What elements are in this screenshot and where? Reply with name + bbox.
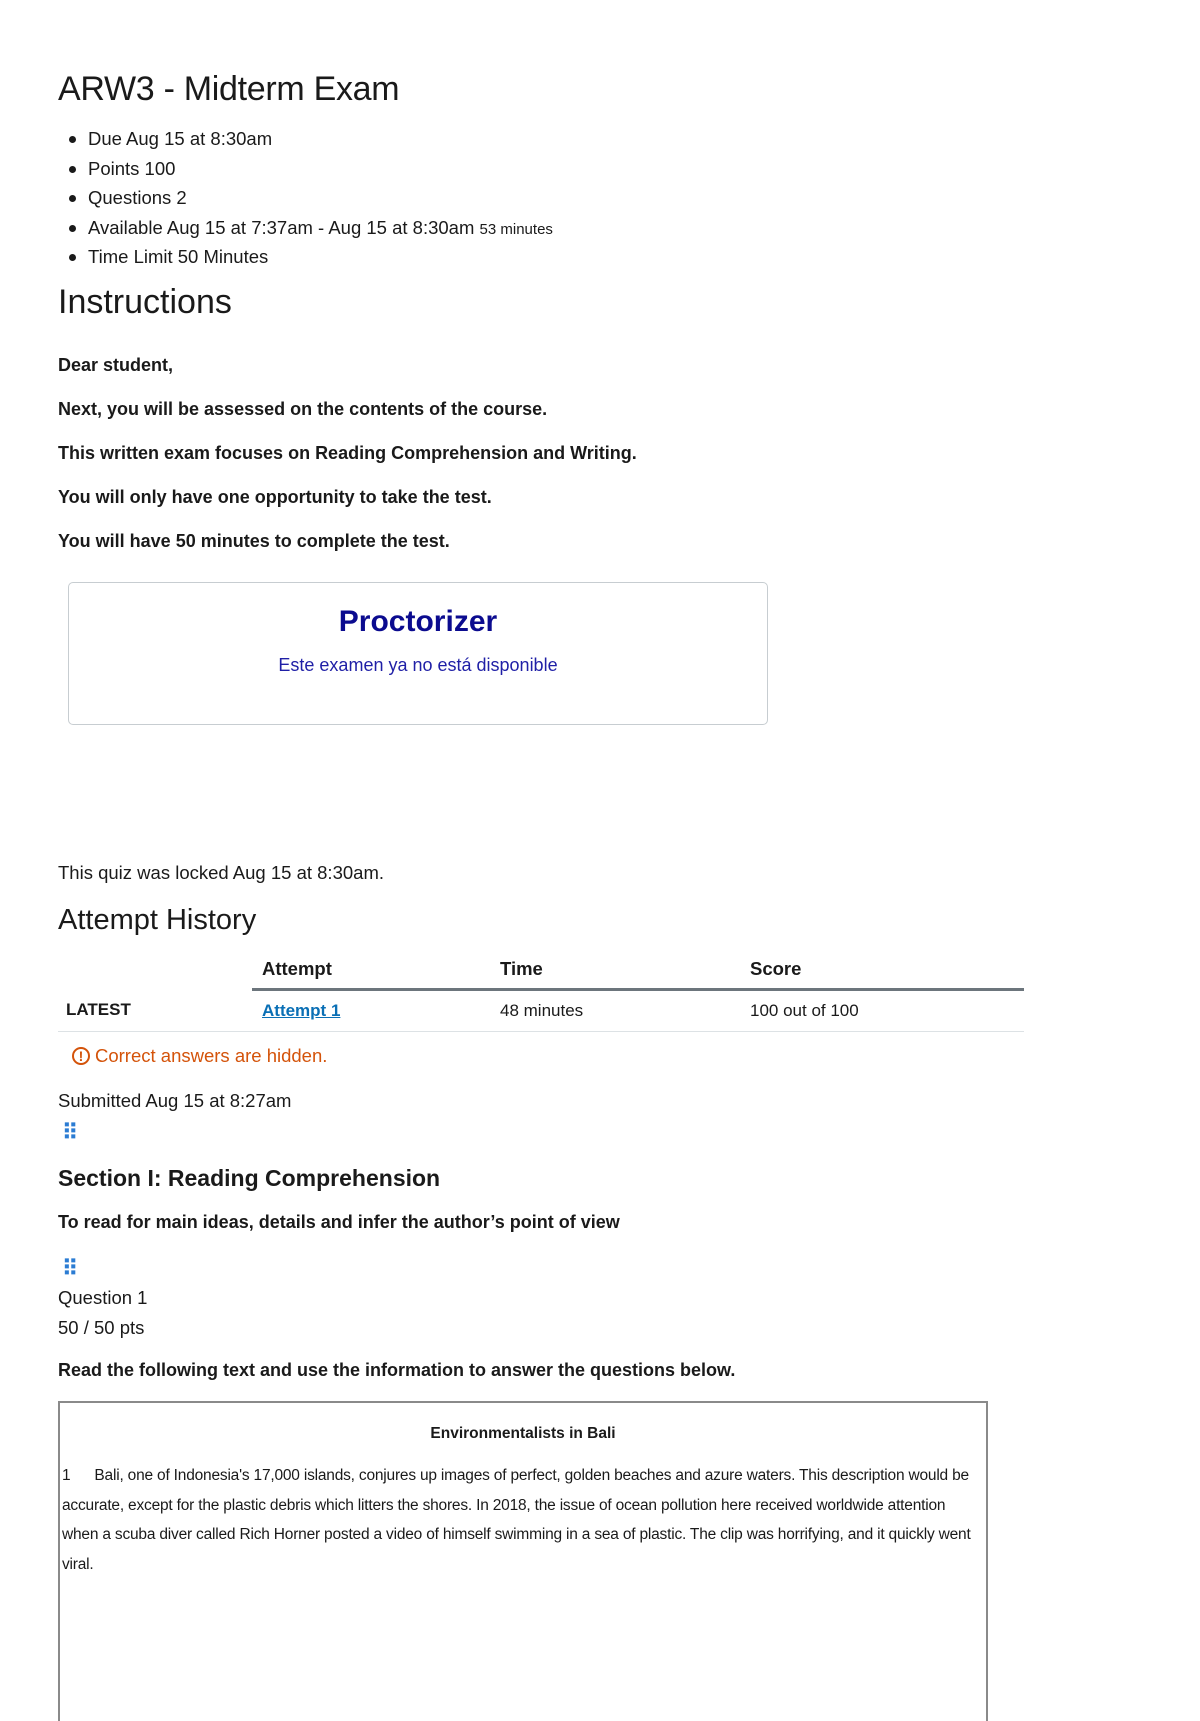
drag-handle-icon[interactable]: ⠿ (62, 1120, 77, 1145)
column-header-label (58, 950, 252, 990)
meta-questions-text: Questions 2 (88, 187, 187, 208)
reading-passage (58, 1401, 988, 1721)
question-name: Question 1 (58, 1287, 148, 1308)
table-header-row (58, 950, 1024, 990)
paragraph-number: 1 (62, 1467, 71, 1484)
quiz-meta-list (58, 124, 553, 272)
proctorizer-box (68, 582, 768, 725)
answers-hidden-notice (72, 1045, 327, 1067)
meta-questions (58, 183, 553, 213)
section-title: Section I: Reading Comprehension (58, 1165, 441, 1191)
attempt-link[interactable]: Attempt 1 (262, 1001, 341, 1020)
column-header-score: Score (740, 950, 1024, 990)
meta-due (58, 124, 553, 154)
attempt-score: 100 out of 100 (740, 990, 1024, 1032)
attempt-latest-label: LATEST (58, 990, 252, 1032)
attempt-cell (252, 990, 490, 1032)
meta-due-text: Due Aug 15 at 8:30am (88, 128, 273, 149)
attempt-history-heading: Attempt History (58, 904, 257, 936)
meta-available-duration: 53 minutes (479, 220, 553, 238)
column-header-attempt: Attempt (252, 950, 490, 990)
meta-available (58, 213, 553, 243)
column-header-time: Time (490, 950, 740, 990)
proctorizer-message: Este examen ya no está disponible (278, 655, 558, 675)
page-title: ARW3 - Midterm Exam (58, 70, 400, 108)
section-objective: To read for main ideas, details and infer the author’s point of view (58, 1212, 620, 1232)
quiz-locked-notice: This quiz was locked Aug 15 at 8:30am. (58, 862, 384, 883)
instruction-line: You will only have one opportunity to take the test. (58, 487, 492, 507)
meta-available-text: Available Aug 15 at 7:37am - Aug 15 at 8:30am (88, 216, 475, 238)
instructions-body (58, 353, 637, 573)
proctorizer-title: Proctorizer (338, 605, 498, 638)
passage-paragraph (62, 1461, 972, 1579)
instruction-line: Dear student, (58, 355, 174, 375)
passage-title: Environmentalists in Bali (430, 1425, 616, 1442)
warning-circle-icon: ! (72, 1047, 90, 1065)
drag-handle-icon[interactable]: ⠿ (62, 1256, 77, 1281)
attempt-time: 48 minutes (490, 990, 740, 1032)
paragraph-text: Bali, one of Indonesia's 17,000 islands, conjures up images of perfect, golden beaches and azure waters. This description would be accurate, except for the plastic debris which litters the shores. In 2018, the issue of ocean pollution here received worldwide attention when a scuba diver called Rich Horner posted a video of himself swimming in a sea of plastic. The clip was horrifying, and it quickly went viral. (62, 1467, 971, 1573)
instruction-line: Next, you will be assessed on the contents of the course. (58, 399, 548, 419)
instruction-line: This written exam focuses on Reading Comprehension and Writing. (58, 443, 637, 463)
submitted-timestamp: Submitted Aug 15 at 8:27am (58, 1090, 292, 1111)
answers-hidden-text: Correct answers are hidden. (95, 1045, 328, 1066)
instructions-heading: Instructions (58, 283, 232, 321)
attempt-history-table (58, 950, 1024, 1032)
meta-points-text: Points 100 (88, 157, 176, 179)
meta-points (58, 154, 553, 184)
instruction-line: You will have 50 minutes to complete the test. (58, 531, 450, 551)
meta-time-limit (58, 242, 553, 272)
meta-time-limit-text: Time Limit 50 Minutes (88, 246, 269, 267)
question-points: 50 / 50 pts (58, 1317, 145, 1338)
question-prompt: Read the following text and use the information to answer the questions below. (58, 1360, 736, 1380)
table-row (58, 990, 1024, 1032)
